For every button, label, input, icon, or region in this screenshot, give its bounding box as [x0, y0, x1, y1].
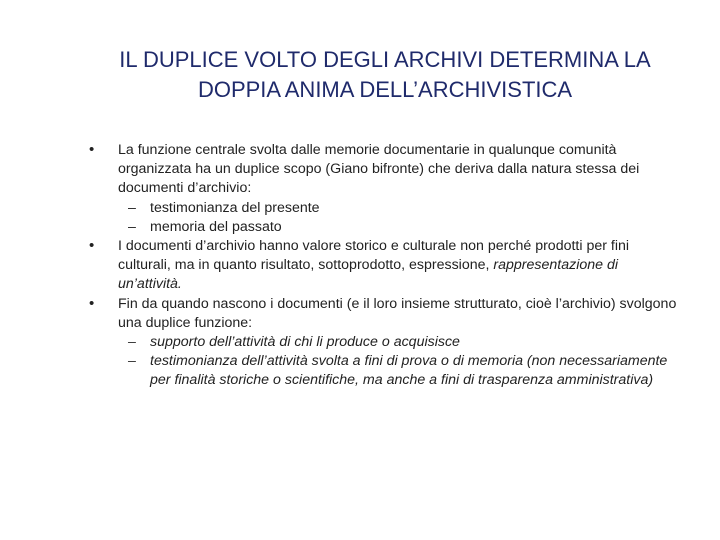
bullet-marker: •: [89, 141, 95, 158]
sub-bullet-item-3-1: [84, 333, 684, 352]
bullet-item-2: [84, 237, 684, 295]
sub-bullet-marker: –: [128, 353, 136, 370]
bullet-item-3: [84, 295, 684, 333]
sub-bullet-text: memoria del passato: [150, 218, 282, 235]
sub-bullet-text: supporto dell’attività di chi li produce o acquisisce: [150, 334, 460, 351]
sub-bullet-item-3-2: [84, 352, 684, 390]
slide-title-line-2: DOPPIA ANIMA DELL’ARCHIVISTICA: [197, 77, 573, 102]
bullet-text: La funzione centrale svolta dalle memorie documentarie in qualunque comunità organizzata ha un duplice scopo (Giano bifronte) che deriva dalla natura stessa dei documenti d’archivio:: [118, 142, 640, 197]
slide-title-line-1: IL DUPLICE VOLTO DEGLI ARCHIVI DETERMINA LA: [119, 47, 651, 72]
sub-bullet-text: testimonianza dell’attività svolta a fini di prova o di memoria (non necessariamente per finalità storiche o scientifiche, ma anche a fini di trasparenza amministrativa): [150, 353, 668, 389]
bullet-text-italic: rappresentazione di un’attività.: [118, 257, 619, 293]
sub-bullet-item-1-1: [84, 199, 684, 218]
sub-bullet-item-1-2: [84, 218, 684, 237]
sub-bullet-marker: –: [128, 334, 136, 351]
sub-bullet-marker: –: [128, 199, 136, 216]
bullet-item-1: [84, 141, 684, 199]
slide-title: [80, 45, 690, 105]
bullet-list: [84, 141, 684, 391]
bullet-text: I documenti d’archivio hanno valore storico e culturale non perché prodotti per fini culturali, ma in quanto risultato, sottoprodotto, espressione,: [118, 238, 630, 274]
bullet-marker: •: [89, 294, 95, 312]
sub-bullet-marker: –: [128, 218, 136, 235]
bullet-marker: •: [89, 237, 95, 255]
sub-bullet-text: testimonianza del presente: [150, 199, 320, 216]
bullet-text: Fin da quando nascono i documenti (e il loro insieme strutturato, cioè l’archivio) svolgono una duplice funzione:: [118, 295, 677, 331]
